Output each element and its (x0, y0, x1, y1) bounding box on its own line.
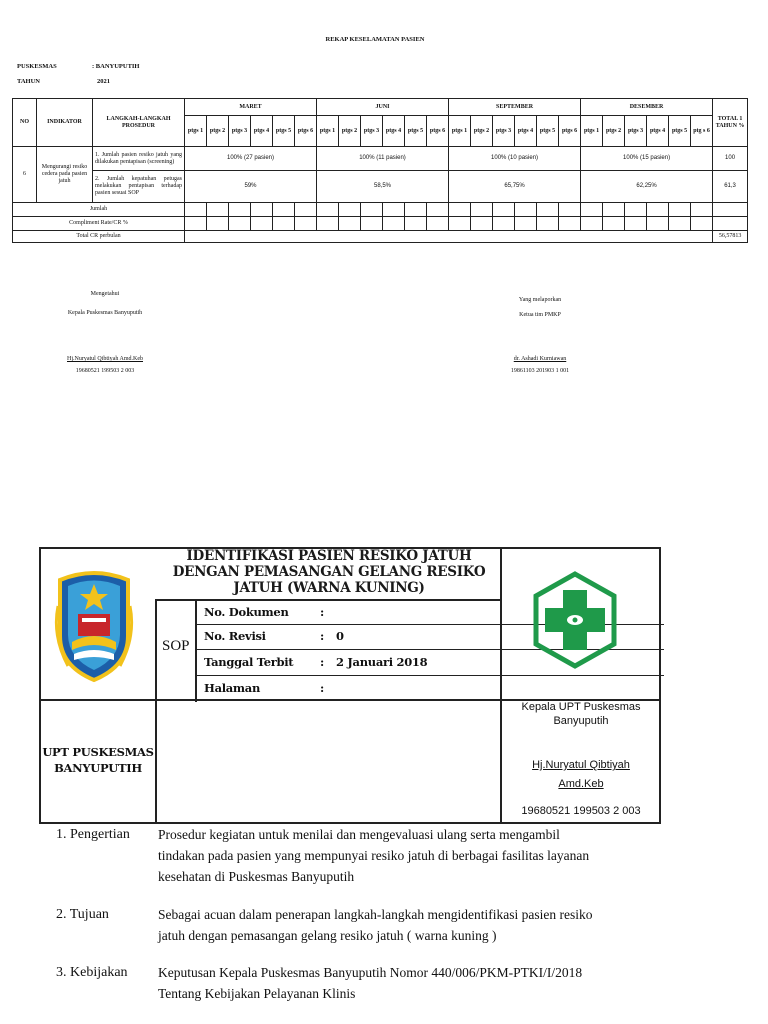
sop-title-line: IDENTIFIKASI PASIEN RESIKO JATUH (186, 548, 472, 564)
signature-left-name: Hj.Nuryatul Qibtiyah Amd.Keb (67, 356, 143, 362)
month-value: 59% (185, 171, 317, 203)
field-dokumen (204, 605, 494, 619)
signature-left-nip: 19680521 199503 2 003 (75, 368, 135, 374)
section-line: kesehatan di Puskesmas Banyuputih (158, 869, 355, 884)
recap-table (12, 98, 748, 243)
head-nip: 19680521 199503 2 003 (521, 805, 641, 817)
step-text: 1. Jumlah pasien resiko jatuh yang dilakukan pentapisan (screening) (93, 147, 185, 171)
field-revisi (204, 629, 494, 643)
total-cr-row (13, 231, 748, 243)
header-no: NO (13, 99, 37, 147)
field-value: 2 Januari 2018 (336, 655, 428, 669)
sop-title-line: JATUH (WARNA KUNING) (233, 580, 425, 596)
signature-right-name: dr. Ashadi Kurniawan (513, 356, 567, 362)
table-row (13, 147, 748, 171)
row-number: 6 (13, 147, 37, 203)
sop-label: SOP (162, 638, 190, 654)
header-row-months (13, 99, 748, 116)
week-label: ptgs 4 (647, 116, 669, 147)
indicator-cell: Mengurangi resiko cedera pada pasien jatuh (37, 147, 93, 203)
step-text: 2. Jumlah kepatuhan petugas melakukan pentapisan terhadap pasien sesuai SOP (93, 171, 185, 203)
signature-right-line2: Ketua tim PMKP (519, 312, 561, 318)
week-label: ptg s 6 (691, 116, 713, 147)
week-label: ptgs 5 (537, 116, 559, 147)
head-name: Hj.Nuryatul Qibtiyah (532, 759, 630, 771)
section-line: Keputusan Kepala Puskesmas Banyuputih Nomor 440/006/PKM-PTKI/I/2018 (158, 965, 583, 980)
signature-right-nip: 19861103 201903 1 001 (510, 368, 570, 374)
week-label: ptgs 6 (559, 116, 581, 147)
compliment-label: Compliment Rate/CR % (13, 217, 185, 231)
sop-title-line: DENGAN PEMASANGAN GELANG RESIKO (172, 564, 486, 580)
header-month: SEPTEMBER (449, 99, 581, 116)
section-label: 1. Pengertian (56, 827, 130, 842)
week-label: ptgs 2 (603, 116, 625, 147)
puskesmas-logo (530, 570, 620, 670)
week-label: ptgs 3 (493, 116, 515, 147)
field-value: 0 (336, 629, 344, 643)
month-value: 58,5% (317, 171, 449, 203)
month-value: 65,75% (449, 171, 581, 203)
tahun-label: TAHUN (17, 78, 40, 85)
signature-right (460, 297, 620, 374)
week-label: ptgs 6 (295, 116, 317, 147)
field-sep: : (320, 681, 324, 695)
signature-left (20, 291, 190, 374)
field-sep: : (320, 655, 324, 669)
week-label: ptgs 2 (471, 116, 493, 147)
section-line: Prosedur kegiatan untuk menilai dan mengevaluasi ulang serta mengambil (158, 827, 560, 842)
total-cr-label: Total CR perbulan (13, 231, 185, 243)
field-label: No. Revisi (204, 629, 266, 643)
month-value: 100% (27 pasien) (185, 147, 317, 171)
field-label: Tanggal Terbit (204, 655, 294, 669)
section-label: 3. Kebijakan (56, 965, 128, 980)
week-label: ptgs 1 (449, 116, 471, 147)
unit-line: BANYUPUTIH (54, 761, 142, 775)
tahun-value: 2021 (97, 78, 110, 85)
week-label: ptgs 3 (361, 116, 383, 147)
field-tanggal (204, 655, 494, 669)
signature-left-line2: Kepala Puskesmas Banyuputih (67, 310, 143, 316)
month-value: 100% (11 pasien) (317, 147, 449, 171)
week-label: ptgs 4 (251, 116, 273, 147)
field-sep: : (320, 629, 324, 643)
week-label: ptgs 1 (185, 116, 207, 147)
month-value: 100% (15 pasien) (581, 147, 713, 171)
head-title-line: Kepala UPT Puskesmas (521, 701, 641, 713)
total-value: 61,3 (713, 171, 748, 203)
section-line: Tentang Kebijakan Pelayanan Klinis (158, 986, 356, 1001)
header-indikator: INDIKATOR (37, 99, 93, 147)
total-value: 100 (713, 147, 748, 171)
field-label: No. Dokumen (204, 605, 289, 619)
week-label: ptgs 1 (581, 116, 603, 147)
table-row (13, 171, 748, 203)
regency-logo (52, 566, 136, 684)
week-label: ptgs 5 (273, 116, 295, 147)
jumlah-label: Jumlah (13, 203, 185, 217)
compliment-row (13, 217, 748, 231)
week-label: ptgs 4 (383, 116, 405, 147)
week-label: ptgs 3 (625, 116, 647, 147)
header-langkah: LANGKAH-LANGKAH PROSEDUR (93, 99, 185, 147)
week-label: ptgs 5 (669, 116, 691, 147)
header-total: TOTAL 1 TAHUN % (713, 99, 748, 147)
week-label: ptgs 5 (405, 116, 427, 147)
jumlah-row (13, 203, 748, 217)
week-label: ptgs 4 (515, 116, 537, 147)
puskesmas-value: : BANYUPUTIH (92, 63, 140, 70)
week-label: ptgs 3 (229, 116, 251, 147)
head-title-line: Banyuputih (553, 715, 609, 727)
section-line: jatuh dengan pemasangan gelang resiko jatuh ( warna kuning ) (158, 928, 497, 943)
unit-line: UPT PUSKESMAS (42, 745, 154, 759)
header-month: JUNI (317, 99, 449, 116)
month-value: 62,25% (581, 171, 713, 203)
sop-title (160, 548, 498, 596)
section-line: tindakan pada pasien yang mempunyai resiko jatuh di berbagai fasilitas layanan (158, 848, 590, 863)
field-halaman (204, 681, 494, 695)
field-sep: : (320, 605, 324, 619)
section-line: Sebagai acuan dalam penerapan langkah-langkah mengidentifikasi pasien resiko (158, 907, 593, 922)
puskesmas-label: PUSKESMAS (17, 63, 57, 70)
week-label: ptgs 6 (427, 116, 449, 147)
section-label: 2. Tujuan (56, 907, 109, 922)
field-label: Halaman (204, 681, 261, 695)
signature-left-line1: Mengetahui (90, 291, 120, 297)
unit-name (42, 744, 154, 776)
month-value: 100% (10 pasien) (449, 147, 581, 171)
total-cr-value: 56,57813 (713, 231, 748, 243)
week-label: ptgs 2 (339, 116, 361, 147)
head-block (503, 700, 659, 818)
report-title: REKAP KESELAMATAN PASIEN (325, 36, 425, 43)
header-month: DESEMBER (581, 99, 713, 116)
week-label: ptgs 2 (207, 116, 229, 147)
head-name: Amd.Keb (558, 778, 604, 790)
signature-right-line1: Yang melaporkan (518, 297, 562, 303)
week-label: ptgs 1 (317, 116, 339, 147)
header-month: MARET (185, 99, 317, 116)
